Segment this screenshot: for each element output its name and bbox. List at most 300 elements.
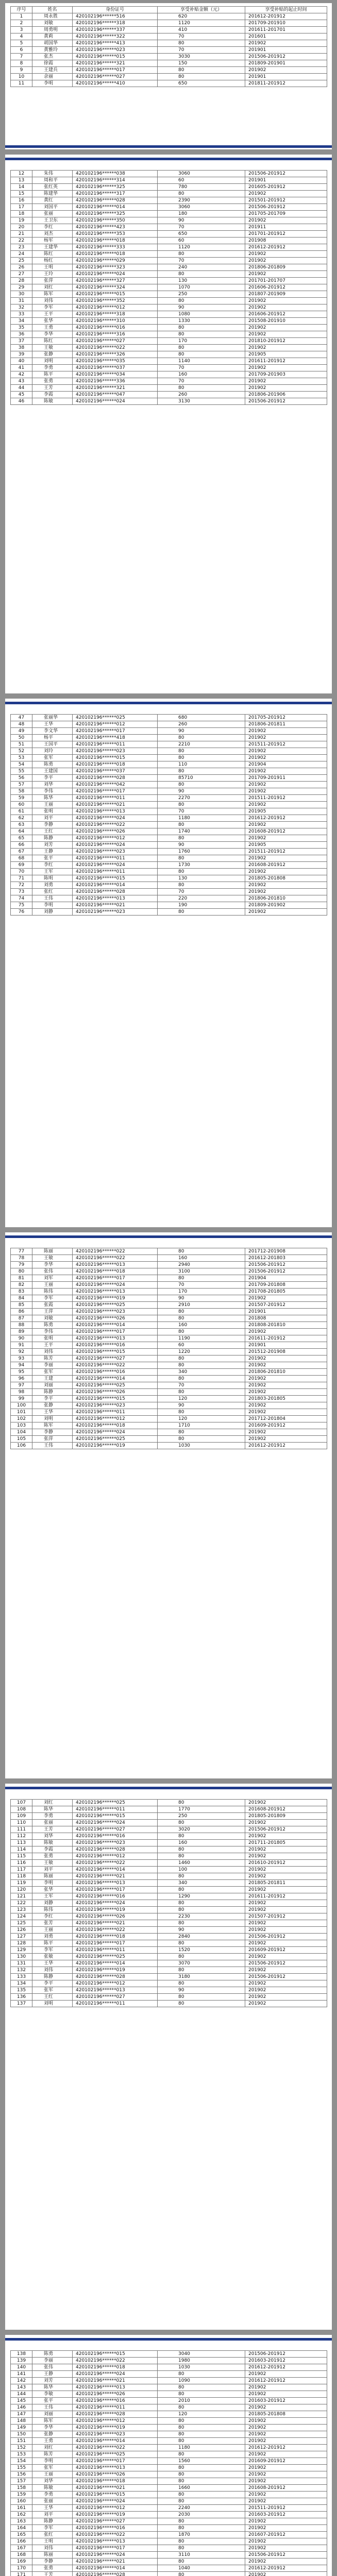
row-id: 420102196******018 (73, 761, 158, 768)
row-amount: 80 (158, 2391, 245, 2398)
row-id: 420102196******024 (73, 815, 158, 822)
table-row (11, 1262, 327, 1268)
row-seq: 157 (11, 2478, 32, 2485)
row-amount: 80 (158, 298, 245, 304)
row-period: 201606-201912 (245, 311, 327, 318)
row-seq: 130 (11, 1954, 32, 1960)
row-id: 420102196******017 (73, 2545, 158, 2552)
row-name: 刘敏 (32, 1315, 73, 1322)
row-seq: 77 (11, 1248, 32, 1255)
table-page (5, 699, 332, 1227)
row-id: 420102196******013 (73, 2465, 158, 2471)
row-seq: 171 (11, 2572, 32, 2576)
row-seq: 103 (11, 1422, 32, 1429)
page-separator-band (5, 1235, 332, 1238)
row-amount: 2910 (158, 1302, 245, 1309)
row-name: 刘芳 (32, 2378, 73, 2384)
row-seq: 95 (11, 1369, 32, 1376)
row-name: 王华 (32, 721, 73, 728)
row-id: 420102196******016 (73, 2525, 158, 2532)
row-period: 201902 (245, 1409, 327, 1416)
table-row (11, 1376, 327, 1382)
row-name: 李敏 (32, 2391, 73, 2398)
row-period: 201902 (245, 768, 327, 775)
row-id: 420102196******042 (73, 782, 158, 788)
row-name: 陈敏 (32, 398, 73, 405)
row-id: 420102196******012 (73, 1853, 158, 1860)
row-seq: 37 (11, 338, 32, 345)
row-name: 陈华 (32, 2384, 73, 2391)
row-amount: 1120 (158, 244, 245, 251)
row-seq: 167 (11, 2545, 32, 2552)
row-seq: 42 (11, 371, 32, 378)
subsidy-table (10, 170, 327, 405)
row-id: 420102196******333 (73, 244, 158, 251)
row-name: 刘平 (32, 815, 73, 822)
row-amount: 90 (158, 728, 245, 735)
row-amount: 240 (158, 264, 245, 271)
row-amount: 80 (158, 755, 245, 761)
row-seq: 48 (11, 721, 32, 728)
row-name: 李红 (32, 224, 73, 231)
row-period: 201902 (245, 1994, 327, 2001)
table-row (11, 371, 327, 378)
row-amount: 80 (158, 2384, 245, 2391)
row-name: 李明 (32, 2458, 73, 2465)
table-row (11, 291, 327, 298)
row-seq: 70 (11, 869, 32, 875)
row-period: 201902 (245, 1853, 327, 1860)
row-name: 张平 (32, 855, 73, 862)
row-name: 李军 (32, 2525, 73, 2532)
row-id: 420102196******022 (73, 1362, 158, 1369)
row-name: 杨平 (32, 735, 73, 741)
row-period: 201902 (245, 271, 327, 278)
table-row (11, 1947, 327, 1954)
row-seq: 141 (11, 2371, 32, 2378)
row-seq: 44 (11, 385, 32, 392)
row-amount: 3060 (158, 204, 245, 211)
table-row (11, 2425, 327, 2431)
row-amount: 80 (158, 2465, 245, 2471)
row-name: 刘玲 (32, 748, 73, 755)
row-amount: 80 (158, 2418, 245, 2425)
row-id: 420102196******324 (73, 284, 158, 291)
row-id: 420102196******026 (73, 1315, 158, 1322)
row-amount: 1460 (158, 1860, 245, 1867)
row-id: 420102196******026 (73, 828, 158, 835)
table-row (11, 735, 327, 741)
row-amount: 80 (158, 1920, 245, 1927)
row-seq: 102 (11, 1416, 32, 1422)
row-seq: 144 (11, 2391, 32, 2398)
row-id: 420102196******023 (73, 849, 158, 855)
row-period: 201902 (245, 2471, 327, 2478)
row-id: 420102196******023 (73, 748, 158, 755)
row-name: 刘红 (32, 2445, 73, 2451)
table-row (11, 1322, 327, 1329)
row-period: 201608-201912 (245, 2485, 327, 2492)
row-seq: 87 (11, 1315, 32, 1322)
table-row (11, 2458, 327, 2465)
row-amount: 1140 (158, 358, 245, 365)
row-seq: 30 (11, 291, 32, 298)
table-row (11, 392, 327, 398)
row-id: 420102196******022 (73, 1248, 158, 1255)
page-separator-band (5, 145, 332, 148)
row-name: 王建兵 (32, 67, 73, 74)
row-amount: 80 (158, 1873, 245, 1880)
row-id: 420102196******014 (73, 1960, 158, 1967)
row-amount: 250 (158, 1813, 245, 1820)
row-seq: 33 (11, 311, 32, 318)
row-name: 黄雅玲 (32, 47, 73, 54)
row-seq: 78 (11, 1255, 32, 1262)
row-seq: 62 (11, 815, 32, 822)
row-name: 王建国 (32, 768, 73, 775)
row-name: 杨红 (32, 258, 73, 264)
row-name: 李霞 (32, 1846, 73, 1853)
row-seq: 47 (11, 715, 32, 721)
row-amount: 260 (158, 392, 245, 398)
row-period: 201506-201912 (245, 1960, 327, 1967)
table-row (11, 197, 327, 204)
table-row (11, 1382, 327, 1389)
row-id: 420102196******034 (73, 371, 158, 378)
row-period: 201612-201912 (245, 244, 327, 251)
row-name: 王敏 (32, 1255, 73, 1262)
table-row (11, 808, 327, 815)
row-seq: 148 (11, 2418, 32, 2425)
row-name: 刘敏 (32, 20, 73, 27)
table-row (11, 33, 327, 40)
row-id: 420102196******323 (73, 264, 158, 271)
row-id: 420102196******038 (73, 171, 158, 177)
row-amount: 80 (158, 1994, 245, 2001)
table-row (11, 1268, 327, 1275)
table-row (11, 27, 327, 33)
row-name: 陈明 (32, 875, 73, 882)
table-row (11, 1860, 327, 1867)
row-period: 201709-201808 (245, 1282, 327, 1289)
row-name: 李平 (32, 1396, 73, 1402)
table-row (11, 795, 327, 802)
row-seq: 155 (11, 2465, 32, 2471)
row-id: 420102196******037 (73, 365, 158, 371)
row-id: 420102196******024 (73, 398, 158, 405)
row-seq: 146 (11, 2404, 32, 2411)
row-amount: 80 (158, 251, 245, 258)
row-name: 刘红 (32, 1800, 73, 1806)
row-period: 201902 (245, 1846, 327, 1853)
row-amount: 80 (158, 40, 245, 47)
table-row (11, 1248, 327, 1255)
row-id: 420102196******011 (73, 1409, 158, 1416)
row-name: 王华 (32, 1960, 73, 1967)
row-name: 王丽 (32, 1282, 73, 1289)
row-id: 420102196******015 (73, 2492, 158, 2498)
row-id: 420102196******027 (73, 1355, 158, 1362)
row-period: 201902 (245, 755, 327, 761)
table-row (11, 815, 327, 822)
row-period: 201612-201912 (245, 1443, 327, 1449)
row-seq: 7 (11, 54, 32, 60)
row-amount: 1760 (158, 849, 245, 855)
table-row (11, 849, 327, 855)
table-row (11, 862, 327, 869)
row-amount: 80 (158, 2498, 245, 2505)
table-row (11, 1974, 327, 1980)
row-id: 420102196******027 (73, 1994, 158, 2001)
row-seq: 151 (11, 2438, 32, 2445)
row-period: 201902 (245, 191, 327, 197)
row-name: 刘明 (32, 2001, 73, 2007)
row-id: 420102196******012 (73, 2418, 158, 2425)
row-id: 420102196******024 (73, 271, 158, 278)
row-seq: 152 (11, 2445, 32, 2451)
row-period: 201709-201903 (245, 371, 327, 378)
row-id: 420102196******325 (73, 211, 158, 217)
row-seq: 69 (11, 862, 32, 869)
row-id: 420102196******012 (73, 1980, 158, 1987)
row-seq: 60 (11, 802, 32, 808)
row-seq: 150 (11, 2431, 32, 2438)
row-amount: 2010 (158, 2398, 245, 2404)
row-period: 201902 (245, 385, 327, 392)
row-amount: 80 (158, 1846, 245, 1853)
row-id: 420102196******011 (73, 795, 158, 802)
row-period: 201901 (245, 47, 327, 54)
table-row (11, 2518, 327, 2525)
row-period: 201806-201811 (245, 721, 327, 728)
row-seq: 138 (11, 2351, 32, 2358)
row-period: 201711-201805 (245, 1840, 327, 1846)
row-name: 刘平 (32, 2512, 73, 2518)
row-period: 201607-201912 (245, 2532, 327, 2538)
row-name: 黄红 (32, 197, 73, 204)
table-row (11, 1913, 327, 1920)
row-period: 201611-201912 (245, 1893, 327, 1900)
row-amount: 1190 (158, 1335, 245, 1342)
row-amount: 80 (158, 67, 245, 74)
row-seq: 154 (11, 2458, 32, 2465)
row-period: 201511-201912 (245, 741, 327, 748)
table-row (11, 909, 327, 916)
row-seq: 101 (11, 1409, 32, 1416)
row-seq: 57 (11, 782, 32, 788)
row-id: 420102196******028 (73, 1846, 158, 1853)
row-period: 201905 (245, 351, 327, 358)
row-seq: 35 (11, 325, 32, 331)
row-period: 201902 (245, 1800, 327, 1806)
table-row (11, 2552, 327, 2558)
table-row (11, 54, 327, 60)
row-id: 420102196******016 (73, 1893, 158, 1900)
table-row (11, 1960, 327, 1967)
table-row (11, 1275, 327, 1282)
row-name: 刘勇 (32, 1934, 73, 1940)
row-name: 王丽 (32, 2471, 73, 2478)
row-id: 420102196******022 (73, 345, 158, 351)
row-amount: 110 (158, 761, 245, 768)
table-row (11, 1840, 327, 1846)
row-amount: 1030 (158, 1443, 245, 1449)
table-row (11, 184, 327, 191)
row-id: 420102196******014 (73, 1867, 158, 1873)
row-period: 201902 (245, 822, 327, 828)
row-name: 胡国华 (32, 40, 73, 47)
row-name: 陈敏 (32, 2485, 73, 2492)
row-name: 张丽 (32, 211, 73, 217)
row-seq: 147 (11, 2411, 32, 2418)
row-seq: 66 (11, 842, 32, 849)
row-period: 201902 (245, 882, 327, 889)
table-row (11, 1927, 327, 1934)
row-period: 201902 (245, 782, 327, 788)
table-row (11, 224, 327, 231)
row-id: 420102196******018 (73, 2364, 158, 2371)
row-name: 王玲 (32, 271, 73, 278)
row-seq: 36 (11, 331, 32, 338)
row-seq: 166 (11, 2538, 32, 2545)
row-period: 201902 (245, 1987, 327, 1994)
row-id: 420102196******310 (73, 318, 158, 325)
row-id: 420102196******015 (73, 291, 158, 298)
table-row (11, 1402, 327, 1409)
row-amount: 1520 (158, 1947, 245, 1954)
row-seq: 134 (11, 1980, 32, 1987)
table-row (11, 1362, 327, 1369)
row-seq: 84 (11, 1295, 32, 1302)
row-amount: 80 (158, 735, 245, 741)
row-period: 201608-201912 (245, 1806, 327, 1813)
row-name: 陈静 (32, 1389, 73, 1396)
row-period: 201709-201911 (245, 775, 327, 782)
row-period: 201902 (245, 298, 327, 304)
row-seq: 58 (11, 788, 32, 795)
row-amount: 70 (158, 258, 245, 264)
row-period: 201902 (245, 735, 327, 741)
row-period: 201902 (245, 2451, 327, 2458)
row-name: 李伟 (32, 788, 73, 795)
row-id: 420102196******015 (73, 1396, 158, 1402)
row-name: 张静 (32, 2431, 73, 2438)
table-row (11, 1295, 327, 1302)
row-amount: 80 (158, 869, 245, 875)
row-name: 刘华 (32, 2478, 73, 2485)
row-seq: 114 (11, 1846, 32, 1853)
row-amount: 80 (158, 1389, 245, 1396)
table-row (11, 1846, 327, 1853)
row-id: 420102196******317 (73, 191, 158, 197)
row-id: 420102196******021 (73, 2485, 158, 2492)
table-row (11, 2001, 327, 2007)
row-period: 201603-201912 (245, 2398, 327, 2404)
row-period: 201902 (245, 788, 327, 795)
row-id: 420102196******024 (73, 2371, 158, 2378)
row-name: 陈芳 (32, 1355, 73, 1362)
table-row (11, 2558, 327, 2565)
table-row (11, 882, 327, 889)
row-name: 陈华 (32, 1806, 73, 1813)
row-name: 王平 (32, 1342, 73, 1349)
row-id: 420102196******019 (73, 1295, 158, 1302)
row-name: 周和平 (32, 177, 73, 184)
row-id: 420102196******314 (73, 177, 158, 184)
row-seq: 9 (11, 67, 32, 74)
row-seq: 83 (11, 1289, 32, 1295)
table-row (11, 1255, 327, 1262)
table-row (11, 741, 327, 748)
row-name: 张芳 (32, 1920, 73, 1927)
row-seq: 63 (11, 822, 32, 828)
row-name: 李勇 (32, 1813, 73, 1820)
row-id: 420102196******021 (73, 1873, 158, 1880)
table-row (11, 889, 327, 895)
row-id: 420102196******023 (73, 1840, 158, 1846)
row-seq: 74 (11, 895, 32, 902)
row-period: 201507-201912 (245, 1913, 327, 1920)
row-name: 张平 (32, 2398, 73, 2404)
row-id: 420102196******028 (73, 775, 158, 782)
row-id: 420102196******023 (73, 47, 158, 54)
row-id: 420102196******021 (73, 1920, 158, 1927)
row-amount: 80 (158, 802, 245, 808)
table-row (11, 1934, 327, 1940)
row-seq: 32 (11, 304, 32, 311)
row-period: 201902 (245, 802, 327, 808)
row-seq: 121 (11, 1893, 32, 1900)
row-seq: 169 (11, 2558, 32, 2565)
row-id: 420102196******018 (73, 238, 158, 244)
table-row (11, 768, 327, 775)
row-period: 201902 (245, 1927, 327, 1934)
row-amount: 2210 (158, 741, 245, 748)
row-id: 420102196******022 (73, 2445, 158, 2451)
row-amount: 80 (158, 2572, 245, 2576)
row-seq: 128 (11, 1940, 32, 1947)
row-id: 420102196******410 (73, 80, 158, 87)
row-seq: 34 (11, 318, 32, 325)
row-amount: 3110 (158, 2552, 245, 2558)
row-id: 420102196******018 (73, 2478, 158, 2485)
table-row (11, 1429, 327, 1436)
row-id: 420102196******015 (73, 1349, 158, 1355)
row-amount: 90 (158, 1927, 245, 1934)
subsidy-table (10, 6, 327, 87)
row-amount: 90 (158, 304, 245, 311)
row-amount: 80 (158, 1980, 245, 1987)
row-amount: 2230 (158, 1913, 245, 1920)
row-id: 420102196******516 (73, 13, 158, 20)
row-period: 201902 (245, 1940, 327, 1947)
row-amount: 80 (158, 1887, 245, 1893)
row-id: 420102196******316 (73, 331, 158, 338)
table-row (11, 1907, 327, 1913)
row-amount: 650 (158, 80, 245, 87)
row-name: 张静 (32, 351, 73, 358)
row-period: 201506-201912 (245, 2552, 327, 2558)
row-name: 张红 (32, 2532, 73, 2538)
row-seq: 53 (11, 755, 32, 761)
table-row (11, 2525, 327, 2532)
row-amount: 1740 (158, 828, 245, 835)
row-name: 王敏 (32, 345, 73, 351)
row-seq: 51 (11, 741, 32, 748)
row-period: 201902 (245, 331, 327, 338)
row-amount: 1120 (158, 20, 245, 27)
row-name: 李静 (32, 1429, 73, 1436)
